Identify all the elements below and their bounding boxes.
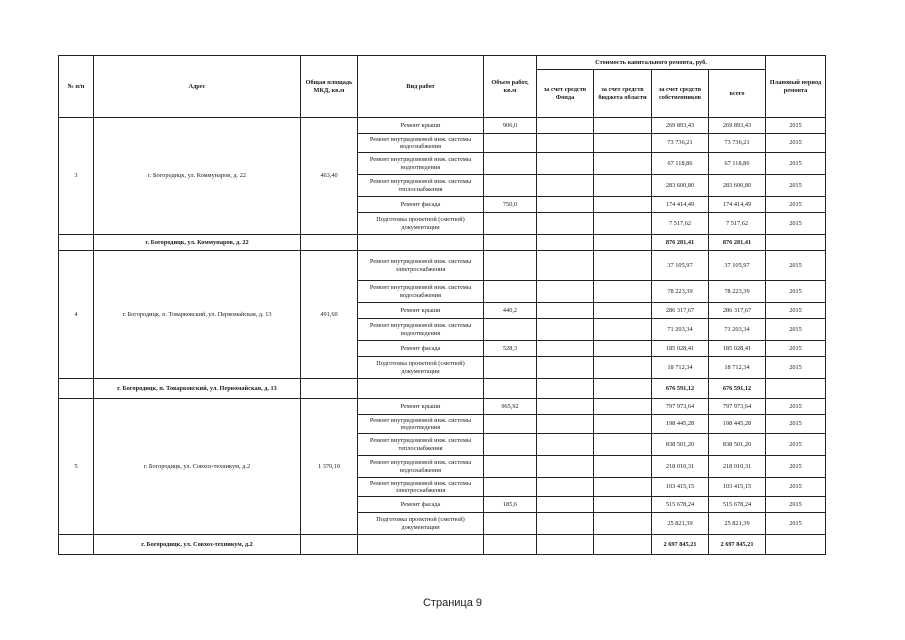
cost-regional (594, 399, 652, 415)
work-volume (484, 319, 537, 341)
work-volume (484, 175, 537, 197)
cost-owners: 18 712,34 (652, 357, 709, 379)
work-type: Подготовка проектной (сметной) документации (358, 357, 484, 379)
work-type: Ремонт внутридомовой инж. системы электроснабжения (358, 478, 484, 497)
work-type: Подготовка проектной (сметной) документации (358, 213, 484, 235)
building-area: 491,60 (301, 251, 358, 379)
work-volume (484, 513, 537, 535)
work-type: Ремонт внутридомовой инж. системы теплоснабжения (358, 175, 484, 197)
subtotal-empty (594, 379, 652, 399)
work-volume (484, 415, 537, 434)
subtotal-row (59, 235, 826, 251)
header-volume: Объем работ, кв.м (484, 56, 537, 118)
header-work-type: Вид работ (358, 56, 484, 118)
subtotal-empty (358, 235, 484, 251)
cost-regional (594, 357, 652, 379)
cost-fund (537, 341, 594, 357)
work-volume (484, 434, 537, 456)
work-volume (484, 456, 537, 478)
work-volume (484, 357, 537, 379)
subtotal-empty (301, 235, 358, 251)
row-number: 4 (59, 251, 94, 379)
cost-regional (594, 134, 652, 153)
repair-period: 2015 (766, 251, 826, 281)
building-address: г. Богородицк, ул. Коммунаров, д. 22 (94, 118, 301, 235)
subtotal-spacer (59, 535, 94, 555)
cost-owners: 71 203,34 (652, 319, 709, 341)
work-volume (484, 213, 537, 235)
subtotal-empty (766, 379, 826, 399)
cost-fund (537, 434, 594, 456)
building-area: 463,40 (301, 118, 358, 235)
work-volume: 906,0 (484, 118, 537, 134)
cost-total: 174 414,49 (709, 197, 766, 213)
row-number: 5 (59, 399, 94, 535)
cost-fund (537, 175, 594, 197)
subtotal-spacer (59, 379, 94, 399)
work-type: Ремонт внутридомовой инж. системы водоснабжения (358, 456, 484, 478)
header-total: всего (709, 70, 766, 118)
subtotal-total: 676 591,12 (709, 379, 766, 399)
subtotal-owners: 676 591,12 (652, 379, 709, 399)
subtotal-owners: 876 281,41 (652, 235, 709, 251)
cost-fund (537, 478, 594, 497)
cost-total: 67 118,86 (709, 153, 766, 175)
work-volume (484, 251, 537, 281)
work-volume (484, 153, 537, 175)
work-volume: 750,0 (484, 197, 537, 213)
cost-total: 283 600,80 (709, 175, 766, 197)
cost-fund (537, 153, 594, 175)
work-volume (484, 134, 537, 153)
subtotal-empty (358, 535, 484, 555)
subtotal-row (59, 379, 826, 399)
work-volume (484, 281, 537, 303)
table-body (59, 118, 826, 555)
repair-period: 2015 (766, 415, 826, 434)
cost-fund (537, 415, 594, 434)
work-type: Ремонт фасада (358, 497, 484, 513)
header-fund: за счет средств Фонда (537, 70, 594, 118)
work-type: Ремонт крыши (358, 303, 484, 319)
cost-owners: 103 415,15 (652, 478, 709, 497)
cost-total: 269 893,43 (709, 118, 766, 134)
page-number: Страница 9 (422, 597, 483, 609)
work-type: Ремонт внутридомовой инж. системы водоотведения (358, 319, 484, 341)
repair-period: 2015 (766, 319, 826, 341)
cost-regional (594, 341, 652, 357)
cost-fund (537, 213, 594, 235)
cost-regional (594, 118, 652, 134)
repair-period: 2015 (766, 434, 826, 456)
repair-period: 2015 (766, 513, 826, 535)
subtotal-row (59, 535, 826, 555)
repair-period: 2015 (766, 197, 826, 213)
building-address: г. Богородицк, ул. Совхоз-техникум, д.2 (94, 399, 301, 535)
work-volume: 965,92 (484, 399, 537, 415)
cost-total: 103 415,15 (709, 478, 766, 497)
work-type: Ремонт внутридомовой инж. системы водоотведения (358, 415, 484, 434)
cost-total: 18 712,34 (709, 357, 766, 379)
repair-period: 2015 (766, 399, 826, 415)
subtotal-empty (484, 379, 537, 399)
cost-fund (537, 456, 594, 478)
repair-period: 2015 (766, 456, 826, 478)
cost-regional (594, 513, 652, 535)
subtotal-address: г. Богородицк, п. Товарковский, ул. Первомайская, д. 13 (94, 379, 301, 399)
cost-total: 185 028,41 (709, 341, 766, 357)
cost-regional (594, 319, 652, 341)
subtotal-empty (484, 535, 537, 555)
subtotal-spacer (59, 235, 94, 251)
cost-owners: 515 678,24 (652, 497, 709, 513)
cost-fund (537, 357, 594, 379)
cost-total: 198 445,28 (709, 415, 766, 434)
work-type: Ремонт фасада (358, 341, 484, 357)
cost-owners: 797 973,64 (652, 399, 709, 415)
repair-period: 2015 (766, 118, 826, 134)
cost-regional (594, 478, 652, 497)
cost-total: 515 678,24 (709, 497, 766, 513)
subtotal-empty (358, 379, 484, 399)
cost-owners: 37 105,97 (652, 251, 709, 281)
work-volume (484, 478, 537, 497)
row-number: 3 (59, 118, 94, 235)
cost-total: 78 223,39 (709, 281, 766, 303)
work-type: Подготовка проектной (сметной) документации (358, 513, 484, 535)
cost-total: 71 203,34 (709, 319, 766, 341)
subtotal-empty (537, 235, 594, 251)
cost-fund (537, 497, 594, 513)
repair-period: 2015 (766, 213, 826, 235)
cost-total: 797 973,64 (709, 399, 766, 415)
work-type: Ремонт внутридомовой инж. системы теплоснабжения (358, 434, 484, 456)
cost-fund (537, 118, 594, 134)
table-row (59, 118, 826, 134)
work-type: Ремонт внутридомовой инж. системы электроснабжения (358, 251, 484, 281)
subtotal-empty (537, 379, 594, 399)
subtotal-address: г. Богородицк, ул. Коммунаров, д. 22 (94, 235, 301, 251)
cost-owners: 78 223,39 (652, 281, 709, 303)
cost-total: 286 317,67 (709, 303, 766, 319)
cost-regional (594, 153, 652, 175)
work-volume: 528,3 (484, 341, 537, 357)
cost-owners: 838 501,20 (652, 434, 709, 456)
repair-period: 2015 (766, 341, 826, 357)
cost-regional (594, 497, 652, 513)
subtotal-total: 876 281,41 (709, 235, 766, 251)
cost-total: 73 736,21 (709, 134, 766, 153)
header-owners: за счет средств собственников (652, 70, 709, 118)
cost-regional (594, 434, 652, 456)
subtotal-empty (484, 235, 537, 251)
cost-owners: 185 028,41 (652, 341, 709, 357)
header-num: № п/п (59, 56, 94, 118)
repair-period: 2015 (766, 175, 826, 197)
cost-owners: 283 600,80 (652, 175, 709, 197)
cost-regional (594, 415, 652, 434)
work-volume: 440,2 (484, 303, 537, 319)
work-type: Ремонт внутридомовой инж. системы водоснабжения (358, 134, 484, 153)
cost-owners: 269 893,43 (652, 118, 709, 134)
subtotal-total: 2 697 845,21 (709, 535, 766, 555)
cost-fund (537, 134, 594, 153)
repair-period: 2015 (766, 281, 826, 303)
cost-total: 7 517,62 (709, 213, 766, 235)
cost-regional (594, 197, 652, 213)
work-type: Ремонт крыши (358, 118, 484, 134)
cost-fund (537, 281, 594, 303)
header-cost-group: Стоимость капитального ремонта, руб. (537, 56, 766, 70)
cost-regional (594, 281, 652, 303)
work-type: Ремонт внутридомовой инж. системы водоснабжения (358, 281, 484, 303)
header-area: Общая площадь МКД, кв.м (301, 56, 358, 118)
cost-owners: 67 118,86 (652, 153, 709, 175)
cost-total: 37 105,97 (709, 251, 766, 281)
building-area: 1 370,10 (301, 399, 358, 535)
cost-owners: 73 736,21 (652, 134, 709, 153)
header-regional: за счет средств бюджета области (594, 70, 652, 118)
repair-period: 2015 (766, 303, 826, 319)
cost-fund (537, 513, 594, 535)
cost-fund (537, 399, 594, 415)
capital-repair-table (58, 55, 826, 555)
cost-total: 838 501,20 (709, 434, 766, 456)
cost-owners: 198 445,28 (652, 415, 709, 434)
subtotal-owners: 2 697 845,21 (652, 535, 709, 555)
subtotal-empty (301, 379, 358, 399)
building-address: г. Богородицк, п. Товарковский, ул. Первомайская, д. 13 (94, 251, 301, 379)
cost-regional (594, 175, 652, 197)
table-row (59, 251, 826, 281)
subtotal-empty (537, 535, 594, 555)
cost-fund (537, 197, 594, 213)
subtotal-empty (766, 535, 826, 555)
cost-owners: 25 821,39 (652, 513, 709, 535)
work-type: Ремонт крыши (358, 399, 484, 415)
work-type: Ремонт внутридомовой инж. системы водоотведения (358, 153, 484, 175)
repair-period: 2015 (766, 478, 826, 497)
work-type: Ремонт фасада (358, 197, 484, 213)
cost-owners: 286 317,67 (652, 303, 709, 319)
header-address: Адрес (94, 56, 301, 118)
subtotal-empty (594, 535, 652, 555)
cost-fund (537, 319, 594, 341)
cost-owners: 174 414,49 (652, 197, 709, 213)
cost-owners: 7 517,62 (652, 213, 709, 235)
cost-regional (594, 213, 652, 235)
subtotal-empty (301, 535, 358, 555)
cost-owners: 218 010,31 (652, 456, 709, 478)
cost-total: 218 010,31 (709, 456, 766, 478)
subtotal-empty (766, 235, 826, 251)
cost-fund (537, 303, 594, 319)
work-volume: 185,6 (484, 497, 537, 513)
repair-period: 2015 (766, 134, 826, 153)
cost-regional (594, 456, 652, 478)
header-period: Плановый период ремонта (766, 56, 826, 118)
subtotal-empty (594, 235, 652, 251)
cost-regional (594, 303, 652, 319)
cost-fund (537, 251, 594, 281)
table-row (59, 399, 826, 415)
repair-period: 2015 (766, 497, 826, 513)
cost-regional (594, 251, 652, 281)
repair-period: 2015 (766, 357, 826, 379)
repair-period: 2015 (766, 153, 826, 175)
cost-total: 25 821,39 (709, 513, 766, 535)
subtotal-address: г. Богородицк, ул. Совхоз-техникум, д.2 (94, 535, 301, 555)
